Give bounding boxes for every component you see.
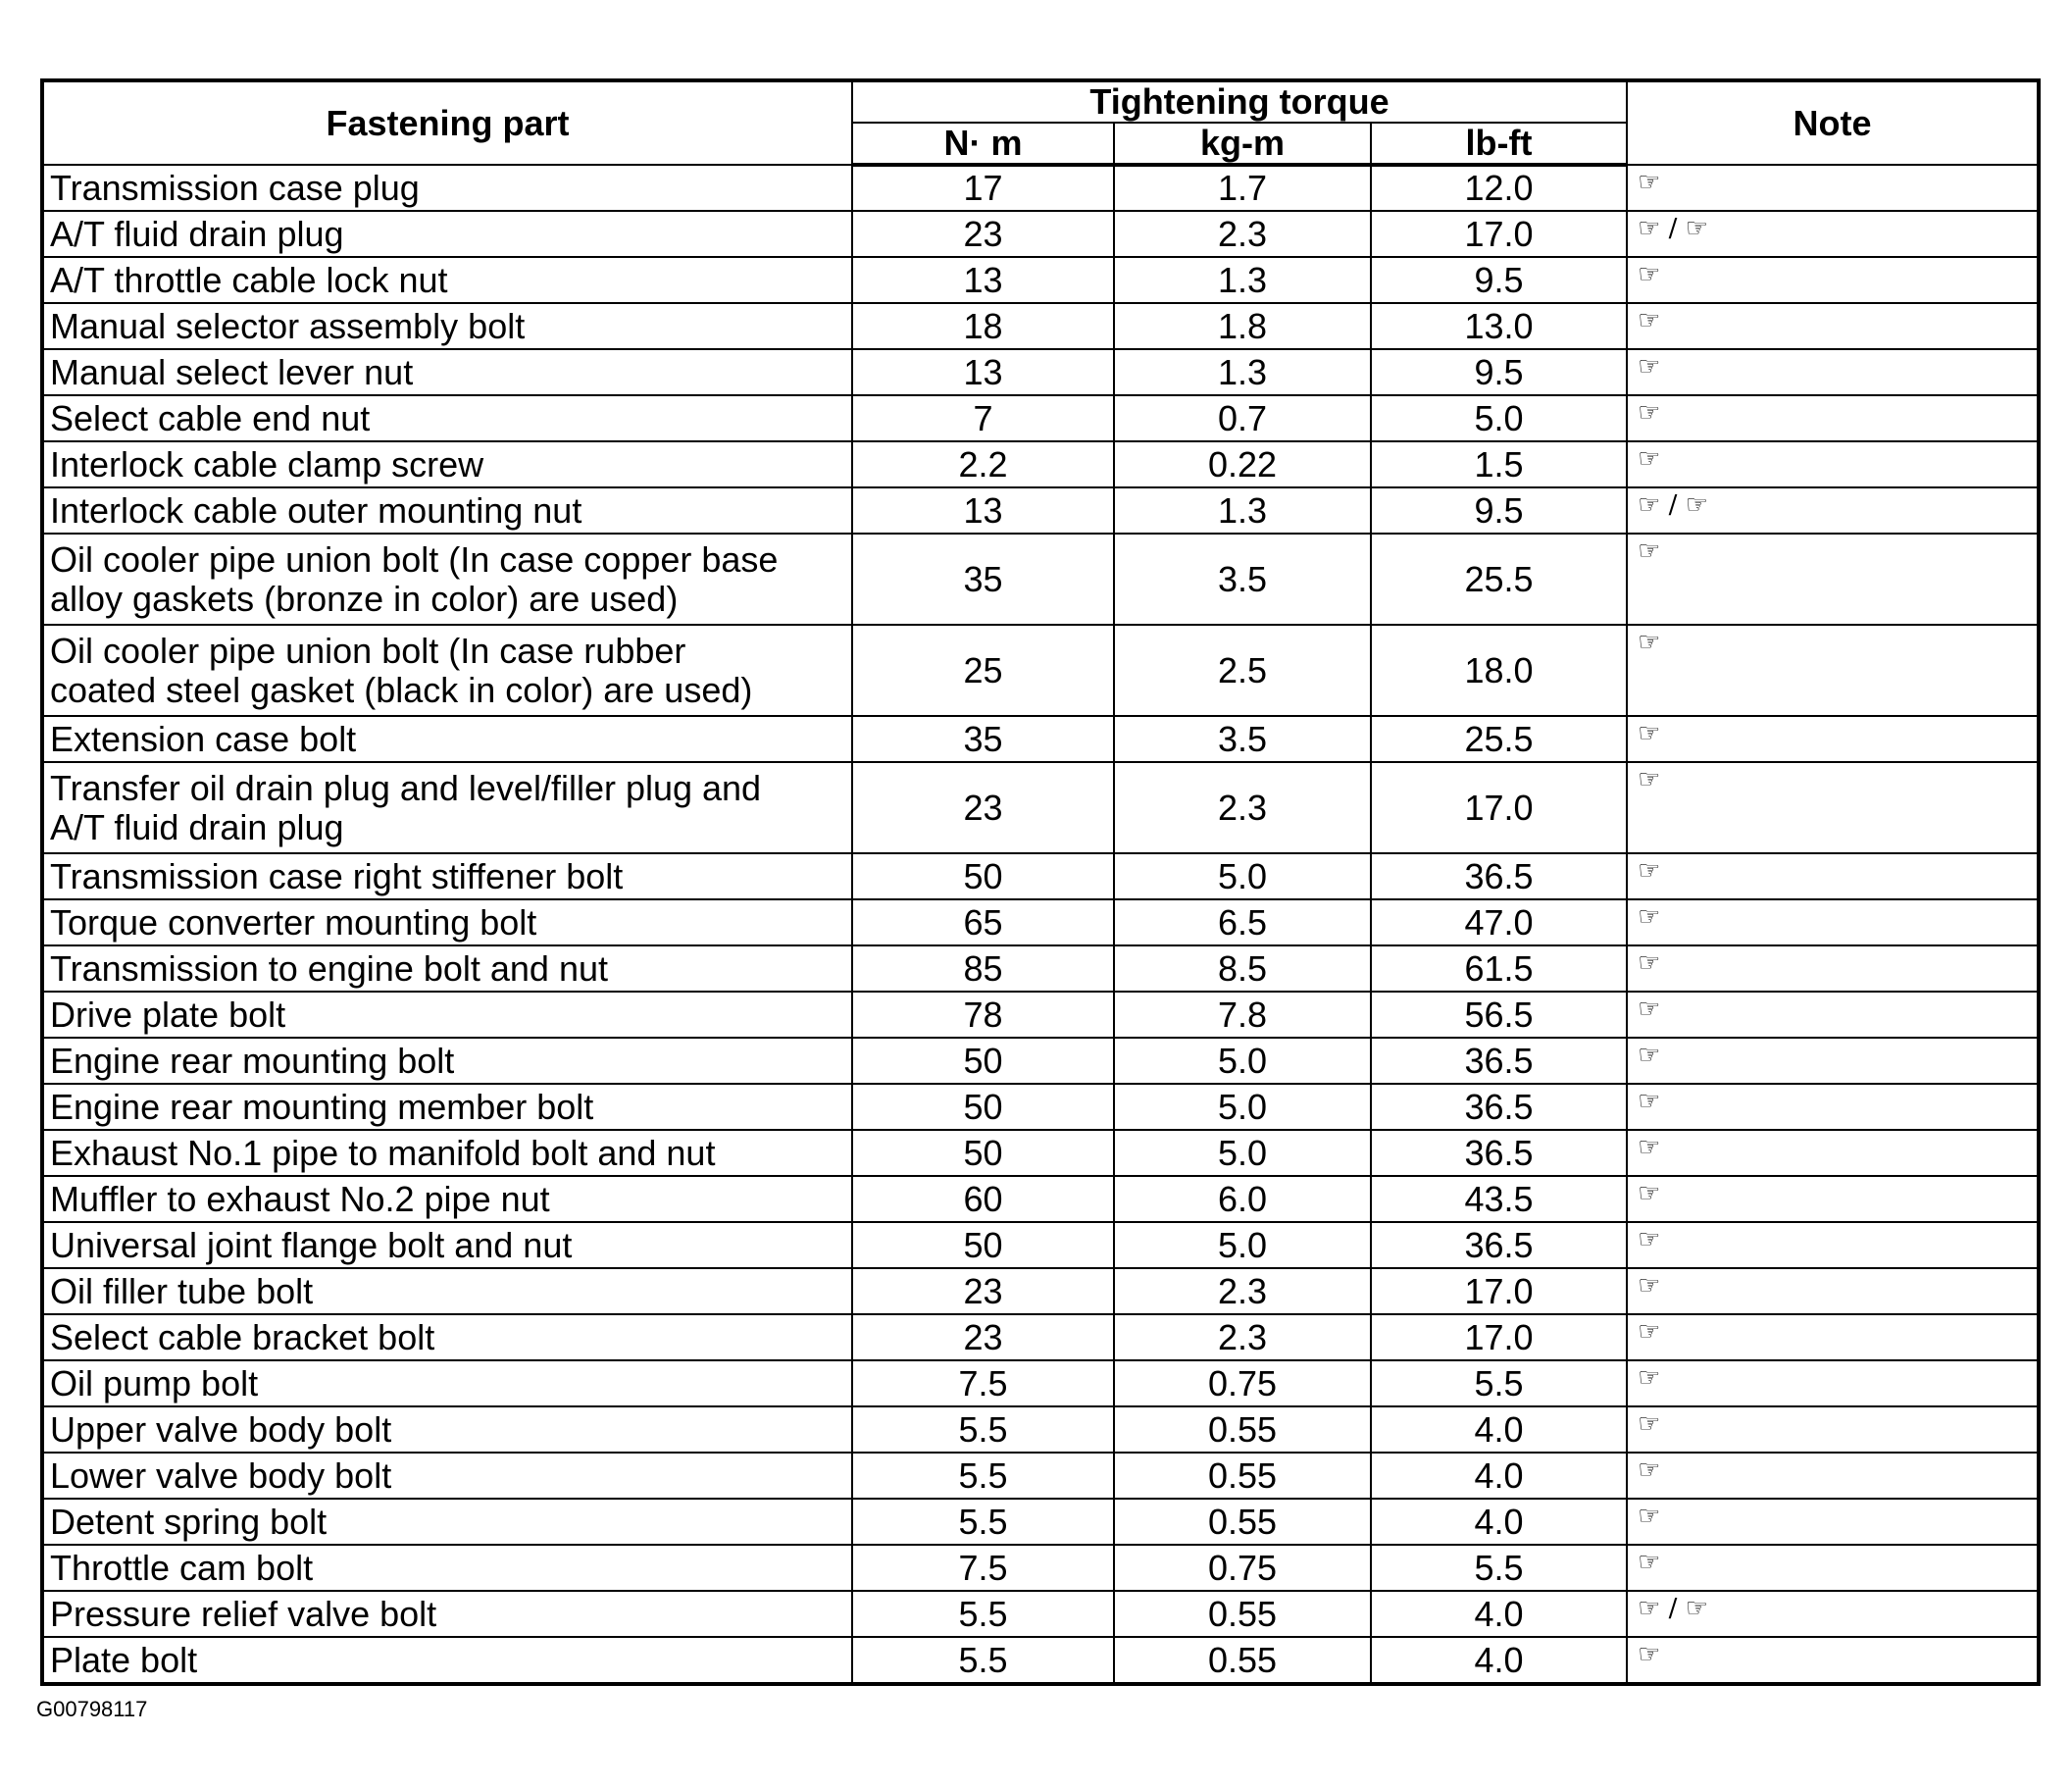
cell-torque-lbft: 25.5 <box>1371 534 1627 625</box>
cell-fastening-part <box>42 534 852 625</box>
cell-note-reference-icon: ☞ <box>1627 534 2039 625</box>
table-row <box>42 1038 2039 1084</box>
header-tightening-torque: Tightening torque <box>852 80 1627 123</box>
cell-torque-lbft: 36.5 <box>1371 1222 1627 1268</box>
cell-torque-nm: 5.5 <box>852 1637 1114 1684</box>
cell-torque-nm: 25 <box>852 625 1114 716</box>
cell-note-reference-icon: ☞ <box>1627 1637 2039 1684</box>
header-fastening-part: Fastening part <box>42 80 852 165</box>
part-line-2: coated steel gasket (black in color) are used) <box>50 669 753 710</box>
cell-fastening-part: Detent spring bolt <box>42 1499 852 1545</box>
header-unit-lbft: lb-ft <box>1371 123 1627 165</box>
cell-note-reference-icon: ☞ / ☞ <box>1627 1591 2039 1637</box>
cell-torque-lbft: 56.5 <box>1371 992 1627 1038</box>
cell-torque-kgm: 2.3 <box>1114 1268 1371 1314</box>
table-row <box>42 1176 2039 1222</box>
cell-note-reference-icon: ☞ <box>1627 1268 2039 1314</box>
table-row <box>42 165 2039 211</box>
cell-torque-nm: 65 <box>852 899 1114 945</box>
cell-note-reference-icon: ☞ <box>1627 1406 2039 1453</box>
cell-fastening-part: Throttle cam bolt <box>42 1545 852 1591</box>
cell-torque-lbft: 9.5 <box>1371 257 1627 303</box>
cell-torque-nm: 13 <box>852 257 1114 303</box>
cell-torque-kgm: 8.5 <box>1114 945 1371 992</box>
cell-note-reference-icon: ☞ <box>1627 945 2039 992</box>
cell-torque-kgm: 6.0 <box>1114 1176 1371 1222</box>
cell-note-reference-icon: ☞ <box>1627 762 2039 853</box>
table-row <box>42 762 2039 853</box>
part-line-1: Oil cooler pipe union bolt (In case rubber <box>50 630 686 671</box>
cell-torque-kgm: 0.55 <box>1114 1591 1371 1637</box>
cell-fastening-part: Select cable end nut <box>42 395 852 441</box>
cell-fastening-part: Transmission to engine bolt and nut <box>42 945 852 992</box>
cell-torque-lbft: 17.0 <box>1371 1314 1627 1360</box>
table-row <box>42 853 2039 899</box>
cell-torque-kgm: 2.5 <box>1114 625 1371 716</box>
table-row <box>42 211 2039 257</box>
cell-torque-lbft: 5.5 <box>1371 1360 1627 1406</box>
part-line-2: alloy gaskets (bronze in color) are used) <box>50 578 679 619</box>
cell-torque-lbft: 61.5 <box>1371 945 1627 992</box>
table-row <box>42 992 2039 1038</box>
cell-torque-lbft: 36.5 <box>1371 1038 1627 1084</box>
cell-torque-kgm: 3.5 <box>1114 716 1371 762</box>
cell-fastening-part: Plate bolt <box>42 1637 852 1684</box>
cell-torque-lbft: 43.5 <box>1371 1176 1627 1222</box>
cell-torque-nm: 17 <box>852 165 1114 211</box>
cell-fastening-part: Manual selector assembly bolt <box>42 303 852 349</box>
cell-torque-kgm: 3.5 <box>1114 534 1371 625</box>
cell-torque-kgm: 0.75 <box>1114 1545 1371 1591</box>
cell-note-reference-icon: ☞ <box>1627 395 2039 441</box>
table-row <box>42 1406 2039 1453</box>
cell-torque-nm: 50 <box>852 1084 1114 1130</box>
cell-torque-nm: 13 <box>852 349 1114 395</box>
cell-torque-nm: 5.5 <box>852 1453 1114 1499</box>
cell-note-reference-icon: ☞ <box>1627 899 2039 945</box>
cell-torque-nm: 35 <box>852 716 1114 762</box>
cell-torque-lbft: 17.0 <box>1371 762 1627 853</box>
cell-note-reference-icon: ☞ <box>1627 441 2039 487</box>
cell-torque-lbft: 1.5 <box>1371 441 1627 487</box>
table-row <box>42 1453 2039 1499</box>
cell-fastening-part: Oil pump bolt <box>42 1360 852 1406</box>
table-row <box>42 1499 2039 1545</box>
cell-note-reference-icon: ☞ <box>1627 1499 2039 1545</box>
cell-torque-kgm: 0.55 <box>1114 1637 1371 1684</box>
cell-torque-nm: 60 <box>852 1176 1114 1222</box>
table-row <box>42 945 2039 992</box>
cell-torque-kgm: 0.55 <box>1114 1406 1371 1453</box>
cell-torque-kgm: 2.3 <box>1114 762 1371 853</box>
cell-torque-nm: 23 <box>852 1314 1114 1360</box>
cell-torque-nm: 7.5 <box>852 1360 1114 1406</box>
cell-fastening-part <box>42 625 852 716</box>
cell-fastening-part: A/T throttle cable lock nut <box>42 257 852 303</box>
cell-torque-nm: 50 <box>852 1222 1114 1268</box>
table-row <box>42 349 2039 395</box>
cell-fastening-part: Engine rear mounting bolt <box>42 1038 852 1084</box>
cell-torque-kgm: 5.0 <box>1114 1222 1371 1268</box>
cell-torque-lbft: 4.0 <box>1371 1453 1627 1499</box>
cell-torque-kgm: 1.3 <box>1114 487 1371 534</box>
cell-torque-lbft: 4.0 <box>1371 1499 1627 1545</box>
cell-torque-kgm: 1.8 <box>1114 303 1371 349</box>
cell-torque-lbft: 25.5 <box>1371 716 1627 762</box>
cell-torque-nm: 13 <box>852 487 1114 534</box>
cell-fastening-part: A/T fluid drain plug <box>42 211 852 257</box>
cell-note-reference-icon: ☞ <box>1627 257 2039 303</box>
cell-torque-nm: 5.5 <box>852 1499 1114 1545</box>
cell-torque-nm: 5.5 <box>852 1591 1114 1637</box>
header-row-top <box>42 80 2039 123</box>
cell-torque-lbft: 13.0 <box>1371 303 1627 349</box>
part-line-2: A/T fluid drain plug <box>50 806 344 847</box>
cell-torque-kgm: 6.5 <box>1114 899 1371 945</box>
cell-torque-kgm: 5.0 <box>1114 1038 1371 1084</box>
cell-torque-nm: 23 <box>852 1268 1114 1314</box>
cell-fastening-part: Universal joint flange bolt and nut <box>42 1222 852 1268</box>
cell-torque-lbft: 17.0 <box>1371 211 1627 257</box>
cell-torque-nm: 23 <box>852 762 1114 853</box>
cell-torque-nm: 50 <box>852 1130 1114 1176</box>
table-row <box>42 1314 2039 1360</box>
table-row <box>42 1360 2039 1406</box>
cell-fastening-part: Exhaust No.1 pipe to manifold bolt and nut <box>42 1130 852 1176</box>
header-note: Note <box>1627 80 2039 165</box>
cell-torque-lbft: 5.0 <box>1371 395 1627 441</box>
cell-fastening-part: Lower valve body bolt <box>42 1453 852 1499</box>
cell-note-reference-icon: ☞ <box>1627 992 2039 1038</box>
cell-torque-nm: 35 <box>852 534 1114 625</box>
cell-note-reference-icon: ☞ <box>1627 303 2039 349</box>
table-row <box>42 257 2039 303</box>
cell-note-reference-icon: ☞ / ☞ <box>1627 487 2039 534</box>
cell-fastening-part: Transmission case plug <box>42 165 852 211</box>
table-row <box>42 1084 2039 1130</box>
cell-note-reference-icon: ☞ <box>1627 1360 2039 1406</box>
cell-torque-nm: 5.5 <box>852 1406 1114 1453</box>
part-line-1: Oil cooler pipe union bolt (In case copper base <box>50 538 779 580</box>
cell-fastening-part: Select cable bracket bolt <box>42 1314 852 1360</box>
torque-table-body <box>42 165 2039 1684</box>
cell-note-reference-icon: ☞ <box>1627 165 2039 211</box>
table-row <box>42 441 2039 487</box>
cell-torque-lbft: 4.0 <box>1371 1637 1627 1684</box>
table-row <box>42 1591 2039 1637</box>
cell-torque-nm: 7 <box>852 395 1114 441</box>
cell-fastening-part: Interlock cable clamp screw <box>42 441 852 487</box>
cell-torque-lbft: 4.0 <box>1371 1591 1627 1637</box>
table-row <box>42 1545 2039 1591</box>
cell-torque-lbft: 47.0 <box>1371 899 1627 945</box>
cell-fastening-part: Manual select lever nut <box>42 349 852 395</box>
cell-fastening-part: Interlock cable outer mounting nut <box>42 487 852 534</box>
cell-note-reference-icon: ☞ <box>1627 1084 2039 1130</box>
cell-note-reference-icon: ☞ <box>1627 716 2039 762</box>
cell-note-reference-icon: ☞ / ☞ <box>1627 211 2039 257</box>
table-row <box>42 716 2039 762</box>
cell-torque-nm: 50 <box>852 1038 1114 1084</box>
cell-torque-lbft: 36.5 <box>1371 1130 1627 1176</box>
cell-note-reference-icon: ☞ <box>1627 625 2039 716</box>
cell-torque-kgm: 5.0 <box>1114 1130 1371 1176</box>
cell-torque-kgm: 0.22 <box>1114 441 1371 487</box>
cell-torque-kgm: 0.75 <box>1114 1360 1371 1406</box>
cell-torque-kgm: 0.55 <box>1114 1499 1371 1545</box>
cell-fastening-part: Engine rear mounting member bolt <box>42 1084 852 1130</box>
cell-torque-nm: 78 <box>852 992 1114 1038</box>
cell-note-reference-icon: ☞ <box>1627 1176 2039 1222</box>
cell-fastening-part: Drive plate bolt <box>42 992 852 1038</box>
cell-torque-kgm: 1.3 <box>1114 349 1371 395</box>
cell-torque-kgm: 5.0 <box>1114 1084 1371 1130</box>
cell-torque-kgm: 5.0 <box>1114 853 1371 899</box>
cell-torque-nm: 23 <box>852 211 1114 257</box>
table-row <box>42 1268 2039 1314</box>
table-row <box>42 625 2039 716</box>
cell-torque-lbft: 36.5 <box>1371 1084 1627 1130</box>
cell-fastening-part: Oil filler tube bolt <box>42 1268 852 1314</box>
cell-fastening-part: Upper valve body bolt <box>42 1406 852 1453</box>
cell-torque-nm: 50 <box>852 853 1114 899</box>
cell-torque-kgm: 0.55 <box>1114 1453 1371 1499</box>
table-row <box>42 1637 2039 1684</box>
table-row <box>42 487 2039 534</box>
cell-fastening-part <box>42 762 852 853</box>
cell-note-reference-icon: ☞ <box>1627 1130 2039 1176</box>
cell-fastening-part: Muffler to exhaust No.2 pipe nut <box>42 1176 852 1222</box>
torque-specification-sheet <box>40 78 2037 1686</box>
cell-fastening-part: Extension case bolt <box>42 716 852 762</box>
cell-fastening-part: Pressure relief valve bolt <box>42 1591 852 1637</box>
cell-torque-kgm: 0.7 <box>1114 395 1371 441</box>
cell-torque-lbft: 9.5 <box>1371 349 1627 395</box>
cell-fastening-part: Torque converter mounting bolt <box>42 899 852 945</box>
figure-id: G00798117 <box>36 1697 148 1721</box>
cell-torque-kgm: 2.3 <box>1114 211 1371 257</box>
cell-note-reference-icon: ☞ <box>1627 1545 2039 1591</box>
cell-note-reference-icon: ☞ <box>1627 1453 2039 1499</box>
cell-note-reference-icon: ☞ <box>1627 1038 2039 1084</box>
cell-note-reference-icon: ☞ <box>1627 853 2039 899</box>
table-row <box>42 1130 2039 1176</box>
cell-fastening-part: Transmission case right stiffener bolt <box>42 853 852 899</box>
cell-torque-lbft: 4.0 <box>1371 1406 1627 1453</box>
cell-torque-nm: 2.2 <box>852 441 1114 487</box>
cell-note-reference-icon: ☞ <box>1627 1222 2039 1268</box>
table-row <box>42 1222 2039 1268</box>
table-row <box>42 395 2039 441</box>
cell-torque-nm: 85 <box>852 945 1114 992</box>
table-row <box>42 303 2039 349</box>
cell-torque-nm: 7.5 <box>852 1545 1114 1591</box>
cell-torque-nm: 18 <box>852 303 1114 349</box>
cell-torque-kgm: 1.3 <box>1114 257 1371 303</box>
cell-torque-lbft: 5.5 <box>1371 1545 1627 1591</box>
cell-torque-lbft: 18.0 <box>1371 625 1627 716</box>
table-row <box>42 899 2039 945</box>
part-line-1: Transfer oil drain plug and level/filler plug and <box>50 767 762 808</box>
cell-torque-lbft: 17.0 <box>1371 1268 1627 1314</box>
cell-note-reference-icon: ☞ <box>1627 1314 2039 1360</box>
cell-torque-kgm: 7.8 <box>1114 992 1371 1038</box>
cell-torque-lbft: 12.0 <box>1371 165 1627 211</box>
header-unit-nm: N· m <box>852 123 1114 165</box>
torque-table <box>40 78 2041 1686</box>
cell-torque-lbft: 9.5 <box>1371 487 1627 534</box>
cell-torque-lbft: 36.5 <box>1371 853 1627 899</box>
table-row <box>42 534 2039 625</box>
cell-torque-kgm: 2.3 <box>1114 1314 1371 1360</box>
cell-note-reference-icon: ☞ <box>1627 349 2039 395</box>
header-unit-kgm: kg-m <box>1114 123 1371 165</box>
cell-torque-kgm: 1.7 <box>1114 165 1371 211</box>
